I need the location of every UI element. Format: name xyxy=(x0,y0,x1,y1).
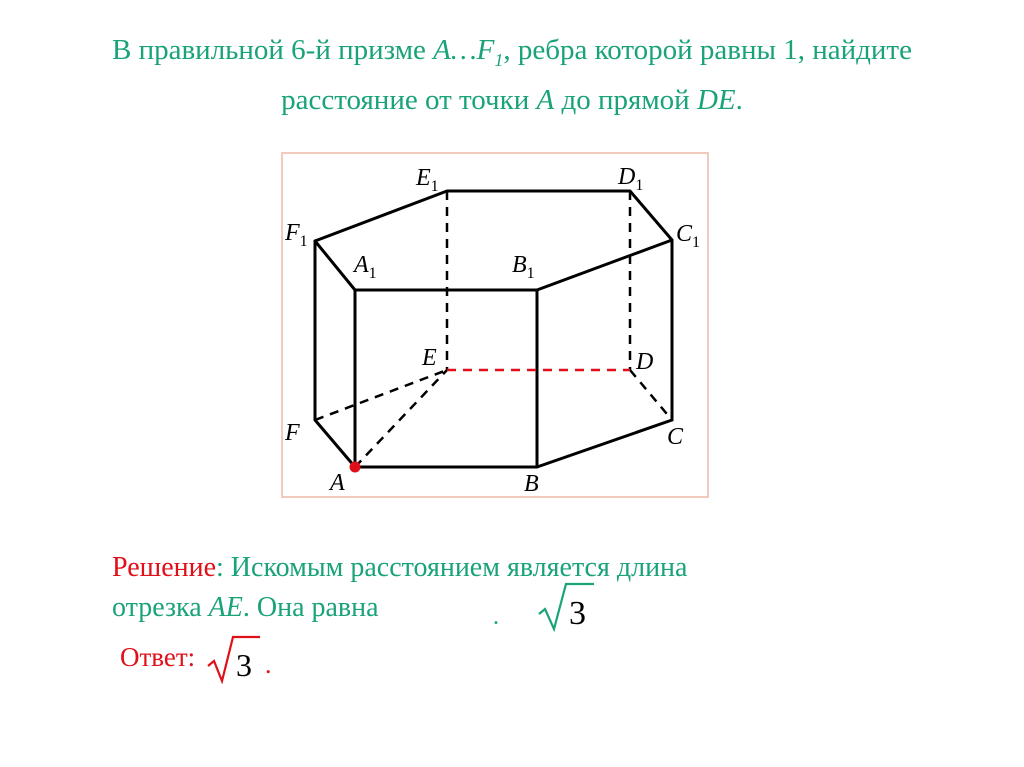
answer-radicand: 3 xyxy=(236,647,252,683)
label-e1: $E_1$ xyxy=(416,165,439,195)
point-name: A xyxy=(536,83,555,116)
problem-text: В правильной 6-й призме xyxy=(112,34,434,66)
solution-block xyxy=(112,548,687,628)
solution-text: . Она равна xyxy=(242,592,379,623)
problem-text: , ребра которой равны 1, найдите xyxy=(503,34,912,66)
problem-text: расстояние от точки xyxy=(281,83,537,116)
point-a-marker xyxy=(350,462,361,473)
answer-end: . xyxy=(265,650,272,679)
label-d: D xyxy=(636,349,654,375)
problem-line-1 xyxy=(0,30,1024,80)
solution-colon: : xyxy=(216,552,224,583)
problem-text: . xyxy=(735,83,743,116)
segment-name: AE xyxy=(208,592,243,623)
solution-sqrt-value xyxy=(536,580,596,632)
problem-text: до прямой xyxy=(554,83,697,116)
edge-fe xyxy=(315,370,447,420)
bottom-front xyxy=(315,420,672,467)
label-c: C xyxy=(667,424,684,450)
solution-label: Решение xyxy=(112,552,217,583)
segment-ae xyxy=(355,370,447,467)
answer-block xyxy=(120,642,195,673)
label-f1: $F_1$ xyxy=(285,220,308,250)
label-a1: $A_1$ xyxy=(354,252,377,282)
prism-name: A…F xyxy=(433,34,495,66)
edge-dc xyxy=(630,370,672,420)
problem-line-2 xyxy=(0,80,1024,120)
answer-sqrt-value xyxy=(206,634,262,684)
label-e: E xyxy=(422,345,437,371)
prism-subscript: 1 xyxy=(494,49,504,70)
label-b: B xyxy=(524,471,539,496)
prism-figure xyxy=(281,152,709,498)
solution-dot: . xyxy=(493,604,499,630)
prism-diagram xyxy=(283,154,707,496)
label-b1: $B_1$ xyxy=(512,252,535,282)
solution-text: Искомым расстоянием является длина xyxy=(223,552,688,583)
label-a: A xyxy=(330,470,345,496)
solution-text: отрезка xyxy=(112,592,209,623)
solution-line-2 xyxy=(112,588,687,628)
label-d1: $D_1$ xyxy=(618,164,644,194)
problem-statement xyxy=(0,30,1024,120)
answer-label: Ответ: xyxy=(120,642,196,672)
label-c1: $C_1$ xyxy=(676,221,701,251)
solution-line-1 xyxy=(112,548,687,588)
sqrt-radicand: 3 xyxy=(569,595,586,632)
line-name: DE xyxy=(696,83,736,116)
label-f: F xyxy=(285,420,300,446)
